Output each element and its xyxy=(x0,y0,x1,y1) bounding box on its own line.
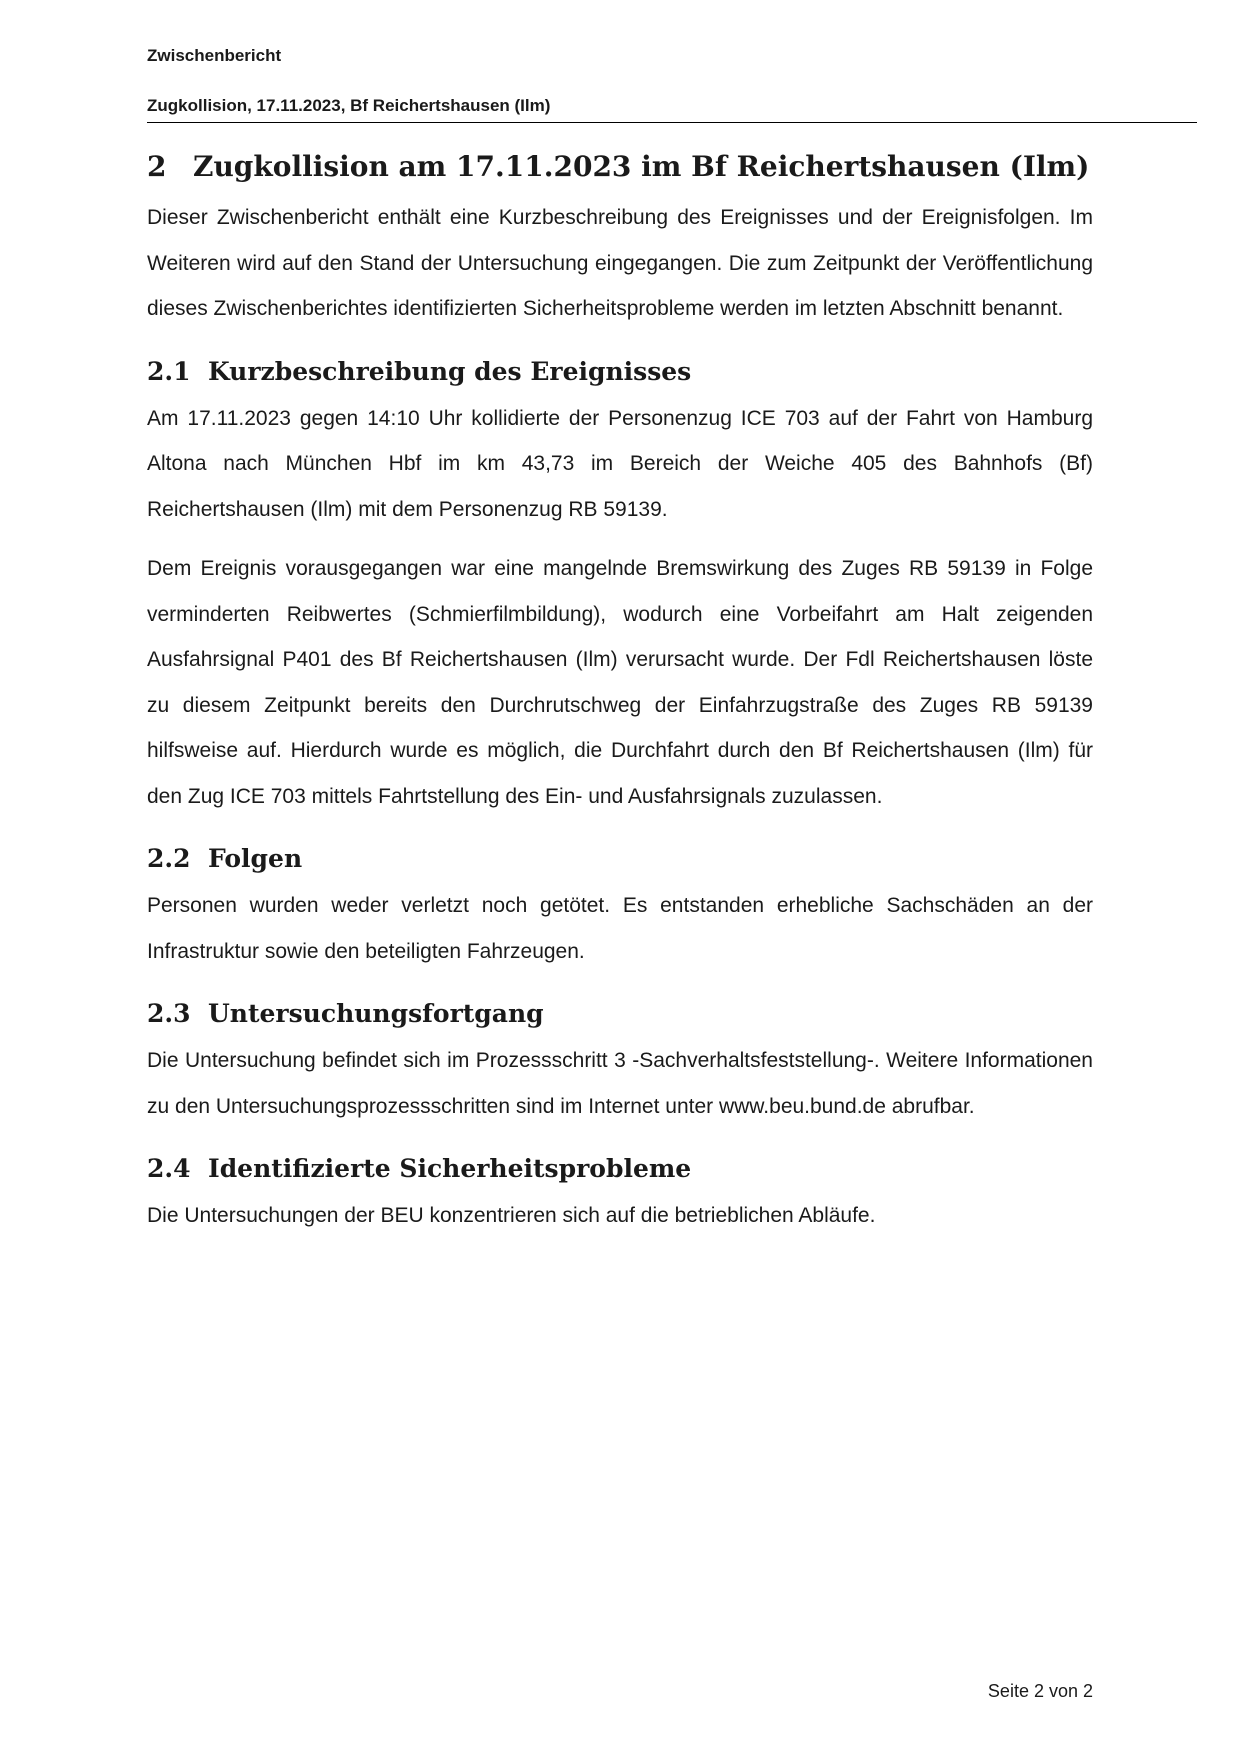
section-number: 2.2 xyxy=(147,844,191,873)
section-number: 2.4 xyxy=(147,1154,191,1183)
section-2-1 xyxy=(147,352,1093,820)
section-heading xyxy=(147,839,1093,879)
section-title: Untersuchungsfortgang xyxy=(208,999,544,1028)
chapter-number: 2 xyxy=(147,150,167,183)
section-paragraph: Die Untersuchung befindet sich im Prozessschritt 3 -Sachverhaltsfeststellung-. Weitere Informationen zu den Untersuchungsprozessschritten sind im Internet unter www.beu.bund.de abrufbar. xyxy=(147,1049,1093,1118)
chapter-intro: Dieser Zwischenbericht enthält eine Kurzbeschreibung des Ereignisses und der Ereignisfolgen. Im Weiteren wird auf den Stand der Untersuchung eingegangen. Die zum Zeitpunkt der Veröffentlichung dieses Zwischenberichtes identifizierten Sicherheitsprobleme werden im letzten Abschnitt benannt. xyxy=(147,206,1093,320)
section-paragraph: Die Untersuchungen der BEU konzentrieren sich auf die betrieblichen Abläufe. xyxy=(147,1204,876,1227)
section-heading xyxy=(147,352,1093,392)
section-paragraph: Dem Ereignis vorausgegangen war eine mangelnde Bremswirkung des Zuges RB 59139 in Folge verminderten Reibwertes (Schmierfilmbildung), wodurch eine Vorbeifahrt am Halt zeigenden Ausfahrsignal P401 des Bf Reichertshausen (Ilm) verursacht wurde. Der Fdl Reichertshausen löste zu diesem Zeitpunkt bereits den Durchrutschweg der Einfahrzugstraße des Zuges RB 59139 hilfsweise auf. Hierdurch wurde es möglich, die Durchfahrt durch den Bf Reichertshausen (Ilm) für den Zug ICE 703 mittels Fahrtstellung des Ein- und Ausfahrsignals zuzulassen. xyxy=(147,557,1093,808)
section-heading xyxy=(147,1149,1093,1189)
section-number: 2.3 xyxy=(147,999,191,1028)
document-subject: Zugkollision, 17.11.2023, Bf Reichertshausen (Ilm) xyxy=(147,96,551,115)
section-2-2 xyxy=(147,839,1093,974)
section-2-3 xyxy=(147,994,1093,1129)
section-title: Folgen xyxy=(208,844,303,873)
section-number: 2.1 xyxy=(147,356,191,386)
section-title: Kurzbeschreibung des Ereignisses xyxy=(208,356,692,386)
section-paragraph: Personen wurden weder verletzt noch getötet. Es entstanden erhebliche Sachschäden an der Infrastruktur sowie den beteiligten Fahrzeugen. xyxy=(147,894,1093,963)
document-type: Zwischenbericht xyxy=(147,46,282,65)
chapter-title: Zugkollision am 17.11.2023 im Bf Reichertshausen (Ilm) xyxy=(193,150,1090,183)
main-content xyxy=(147,145,1093,1239)
section-paragraph: Am 17.11.2023 gegen 14:10 Uhr kollidierte der Personenzug ICE 703 auf der Fahrt von Hamburg Altona nach München Hbf im km 43,73 im Bereich der Weiche 405 des Bahnhofs (Bf) Reichertshausen (Ilm) mit dem Personenzug RB 59139. xyxy=(147,406,1093,521)
chapter-heading xyxy=(147,145,1093,189)
page-number: Seite 2 von 2 xyxy=(987,1681,1093,1701)
page-header xyxy=(147,44,1197,118)
section-heading xyxy=(147,994,1093,1034)
section-2-4 xyxy=(147,1149,1093,1239)
header-divider xyxy=(147,122,1197,123)
section-title: Identifizierte Sicherheitsprobleme xyxy=(208,1154,692,1183)
